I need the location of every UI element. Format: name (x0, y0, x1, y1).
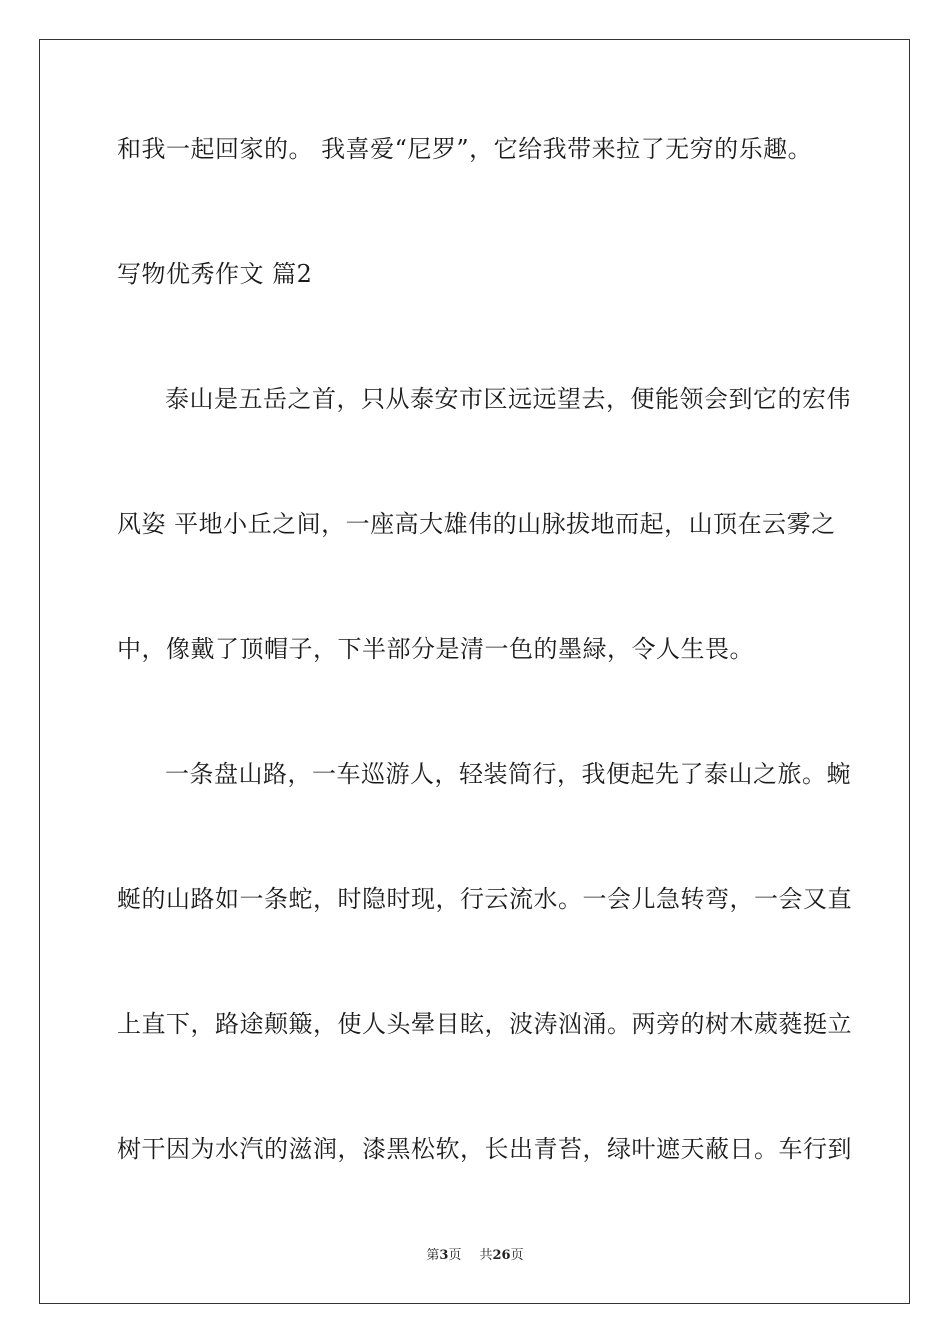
paragraph-line: 泰山是五岳之首，只从泰安市区远远望去，便能领会到它的宏伟 (165, 385, 851, 413)
page-border (39, 39, 910, 1304)
section-heading: 写物优秀作文 篇2 (117, 260, 313, 288)
paragraph-line: 一条盘山路，一车巡游人，轻装简行，我便起先了泰山之旅。蜿 (165, 760, 851, 788)
paragraph-line: 上直下，路途颠簸，使人头晕目眩，波涛汹涌。两旁的树木葳蕤挺立 (117, 1010, 852, 1038)
paragraph-line: 蜒的山路如一条蛇，时隐时现，行云流水。一会儿急转弯，一会又直 (117, 885, 852, 913)
total-suffix: 页 (510, 1248, 524, 1263)
page-number: 3 (439, 1248, 449, 1263)
paragraph-line: 中，像戴了顶帽子，下半部分是清一色的墨緑，令人生畏。 (117, 635, 754, 663)
paragraph-line: 树干因为水汽的滋润，漆黑松软，长出青苔，绿叶遮天蔽日。车行到 (117, 1135, 852, 1163)
total-pages: 26 (492, 1248, 511, 1263)
total-prefix: 共 (479, 1248, 493, 1263)
page-suffix: 页 (448, 1248, 462, 1263)
paragraph-line: 和我一起回家的。 我喜爱“尼罗”，它给我带来拉了无穷的乐趣。 (117, 135, 813, 163)
paragraph-line: 风姿 平地小丘之间，一座高大雄伟的山脉拔地而起，山顶在云雾之 (117, 510, 836, 538)
page-footer (0, 1247, 950, 1265)
page-prefix: 第 (426, 1248, 440, 1263)
